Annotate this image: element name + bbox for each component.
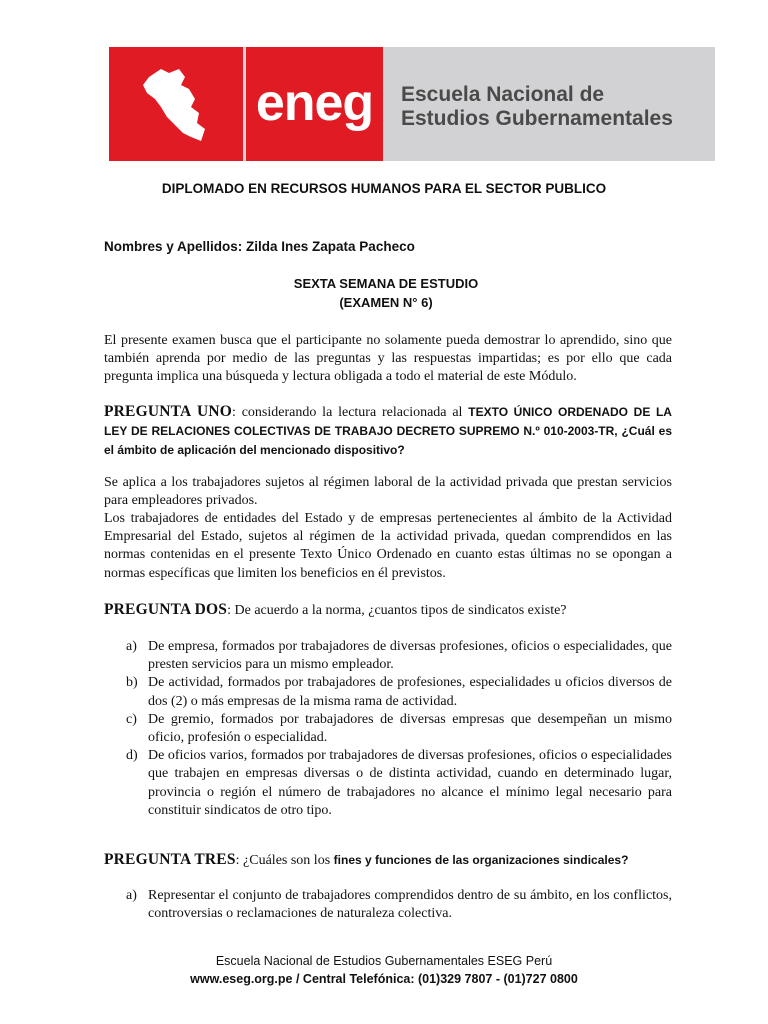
union-functions-list xyxy=(104,887,672,923)
program-title: DIPLOMADO EN RECURSOS HUMANOS PARA EL SECTOR PUBLICO xyxy=(161,181,607,196)
question-one-bold-text: TEXTO ÚNICO ORDENADO DE LA LEY DE RELACIONES COLECTIVAS DE TRABAJO DECRETO SUPREMO N.º 010-2003-TR, ¿Cuál es el ámbito de aplicación del mencionado dispositivo? xyxy=(104,405,672,458)
question-two-label: PREGUNTA DOS xyxy=(104,601,228,618)
list-item: c) De gremio, formados por trabajadores de diversas empresas que desempeñan un mismo oficio, profesión o especialidad. xyxy=(126,711,672,746)
list-item: d) De oficios varios, formados por trabajadores de diversas profesiones, oficios o especialidades que trabajen en empresas diversas o de distinta actividad, cuando en determinado lugar, provincia o región el número de trabajadores no alcance el mínimo legal necesario para constituir sindicatos de otro tipo. xyxy=(126,748,672,818)
question-one-label: PREGUNTA UNO xyxy=(104,403,233,420)
school-name-line2: Estudios Gubernamentales xyxy=(401,107,673,130)
list-item: a) De empresa, formados por trabajadores de diversas profesiones, oficios o especialidades, que presten servicios para un mismo empleador. xyxy=(126,639,672,673)
footer-contact: www.eseg.org.pe / Central Telefónica: (01)329 7807 - (01)727 0800 xyxy=(190,972,578,986)
exam-title: (EXAMEN N° 6) xyxy=(339,295,433,310)
logo-text: eneg xyxy=(255,74,374,132)
question-three-label: PREGUNTA TRES xyxy=(104,851,236,868)
student-name: Nombres y Apellidos: Zilda Ines Zapata Pacheco xyxy=(104,239,415,254)
list-item: b) De actividad, formados por trabajadores de profesiones, especialidades u oficios diversos de dos (2) o más empresas de la misma rama de actividad. xyxy=(126,675,672,709)
intro-paragraph: El presente examen busca que el participante no solamente pueda demostrar lo aprendido, sino que también aprenda por medio de las preguntas y las respuestas impartidas; es por ello que cada pregunta implica una búsqueda y lectura obligada a todo el material de este Módulo. xyxy=(104,333,672,385)
question-two xyxy=(104,601,672,620)
school-name-line1: Escuela Nacional de xyxy=(401,83,605,106)
header-banner xyxy=(109,47,715,161)
question-three xyxy=(104,851,672,870)
answer-one-paragraph2: Los trabajadores de entidades del Estado y de empresas pertenecientes al ámbito de la Actividad Empresarial del Estado, sujetos al régimen de la actividad privada, quedan comprendidos en las normas contenidas en el presente Texto Único Ordenado en cuanto estas últimas no se opongan a normas específicas que limiten los beneficios en él previstos. xyxy=(104,511,672,581)
footer-school-name: Escuela Nacional de Estudios Gubernamentales ESEG Perú xyxy=(215,954,553,968)
week-title: SEXTA SEMANA DE ESTUDIO xyxy=(293,276,479,291)
question-three-bold-text: fines y funciones de las organizaciones sindicales? xyxy=(333,853,629,867)
question-one xyxy=(104,403,672,461)
eneg-logo xyxy=(246,47,383,161)
question-three-text: : ¿Cuáles son los xyxy=(235,853,334,868)
peru-map-logo xyxy=(109,47,243,161)
list-item: a) Representar el conjunto de trabajadores comprendidos dentro de su ámbito, en los conflictos, controversias o reclamaciones de naturaleza colectiva. xyxy=(126,888,672,922)
question-one-text: : considerando la lectura relacionada al xyxy=(232,405,469,420)
school-name xyxy=(401,83,701,131)
answer-one-paragraph1: Se aplica a los trabajadores sujetos al régimen laboral de la actividad privada que prestan servicios para empleadores privados. xyxy=(104,475,672,509)
union-types-list xyxy=(104,638,672,820)
peru-map-icon xyxy=(139,67,211,145)
question-two-text: : De acuerdo a la norma, ¿cuantos tipos de sindicatos existe? xyxy=(227,603,567,618)
